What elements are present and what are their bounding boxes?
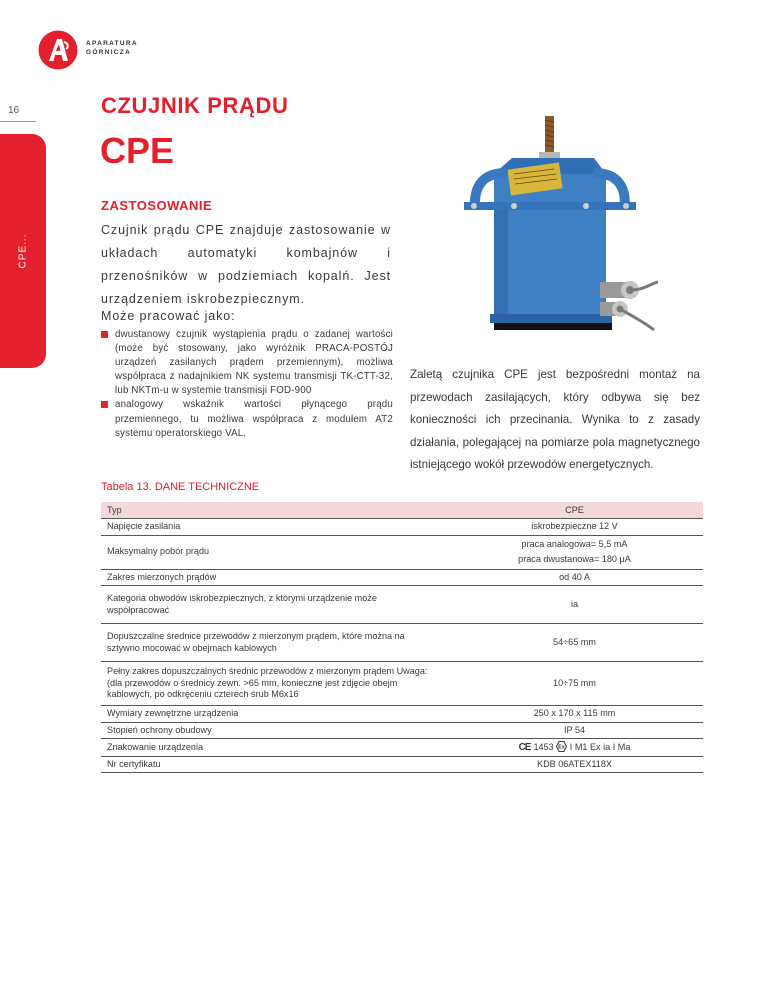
table-row	[101, 662, 703, 706]
red-square-bullet-icon	[101, 401, 108, 408]
value-cell: od 40 A	[446, 569, 703, 586]
value-cell: IP 54	[446, 722, 703, 739]
brand-line-2: GÓRNICZA	[86, 49, 132, 56]
param-cell: Stopień ochrony obudowy	[101, 722, 446, 739]
table-caption: Tabela 13. DANE TECHNICZNE	[101, 481, 260, 493]
list-item-text: dwustanowy czujnik wystąpienia prądu o zadanej wartości (może być stosowany, jako wyróżnik PRACA-POSTÓJ urządzeń zasilanych prądem przemiennym), możliwa współpraca z nadajnikiem NK systemu transmisji TK-CTT-32, lub NKTm-u w systemie transmisji FOD-900	[115, 329, 393, 397]
column-header-param: Typ	[101, 502, 446, 519]
value-cell: iskrobezpieczne 12 V	[446, 519, 703, 536]
product-type-title: CZUJNIK PRĄDU	[101, 93, 289, 118]
param-cell: Nr certyfikatu	[101, 756, 446, 773]
table-row	[101, 569, 703, 586]
spec-table	[101, 502, 703, 773]
param-cell: Napięcie zasilania	[101, 519, 446, 536]
param-cell: Wymiary zewnętrzne urządzenia	[101, 706, 446, 723]
product-photo	[454, 116, 658, 348]
value-cell: 10÷75 mm	[446, 662, 703, 706]
param-cell: Kategoria obwodów iskrobezpiecznych, z którymi urządzenie może współpracować	[101, 586, 446, 624]
side-tab-label: CPE...	[17, 233, 29, 269]
value-cell	[446, 535, 703, 569]
ce-mark-icon: CE	[518, 742, 531, 753]
table-row	[101, 519, 703, 536]
param-cell: Pełny zakres dopuszczalnych średnic przewodów z mierzonym prądem Uwaga: (dla przewodów o średnicy zewn. >65 mm, konieczne jest zdjęcie obejm kablowych, po odkręceniu czterech śrub M6x16	[101, 662, 446, 706]
page-number: 16	[8, 105, 20, 116]
ex-hexagon-icon	[556, 741, 567, 752]
table-row	[101, 739, 703, 757]
value-cell: 54÷65 mm	[446, 624, 703, 662]
value-cell: KDB 06ATEX118X	[446, 756, 703, 773]
column-header-value: CPE	[446, 502, 703, 519]
intro-paragraph: Czujnik prądu CPE znajduje zastosowanie w układach automatyki kombajnów i przenośników w podziemiach kopalń. Jest urządzeniem iskrobezpiecznym.	[101, 223, 391, 306]
brand-line-1: APARATURA	[86, 40, 138, 47]
advantage-paragraph: Zaletą czujnika CPE jest bezpośredni montaż na przewodach zasilających, który odbywa się bez konieczności ich przecinania. Wynika to z zasady działania, polegającej na pomiarze pola magnetycznego istniejącego wokół przewodów energetycznych.	[410, 368, 700, 471]
table-header-row	[101, 502, 703, 519]
mode-list	[101, 328, 393, 441]
table-row	[101, 756, 703, 773]
param-cell: Znakowanie urządzenia	[101, 739, 446, 757]
table-row	[101, 722, 703, 739]
value-cell: ia	[446, 586, 703, 624]
table-row	[101, 624, 703, 662]
ex-marking: I M1 Ex ia I Ma	[569, 742, 631, 752]
brand-name	[86, 39, 138, 57]
param-cell: Zakres mierzonych prądów	[101, 569, 446, 586]
apa-logo-icon	[38, 30, 78, 70]
table-row	[101, 706, 703, 723]
table-row	[101, 535, 703, 569]
list-item	[101, 328, 393, 398]
param-cell: Dopuszczalne średnice przewodów z mierzonym prądem, które można na sztywno mocować w obejmach kablowych	[101, 624, 446, 662]
product-name-title: CPE	[100, 130, 175, 171]
list-item-text: analogowy wskaźnik wartości płynącego prądu przemiennego, tu możliwa współpraca z modułem AT2 systemu operatorskiego VAL.	[115, 399, 393, 439]
can-work-as-label: Może pracować jako:	[101, 309, 236, 323]
value-line-2: praca dwustanowa= 180 μA	[518, 554, 631, 564]
side-tab-label-wrap	[0, 134, 46, 368]
section-title: ZASTOSOWANIE	[101, 198, 213, 213]
value-line-1: praca analogowa= 5,5 mA	[521, 538, 628, 549]
red-square-bullet-icon	[101, 331, 108, 338]
svg-text:Ex: Ex	[558, 744, 566, 751]
table-row	[101, 586, 703, 624]
value-cell: 250 x 170 x 115 mm	[446, 706, 703, 723]
param-cell: Maksymalny pobór prądu	[101, 535, 446, 569]
notified-body-number: 1453	[533, 742, 554, 752]
value-cell	[446, 739, 703, 757]
page-number-rule	[0, 121, 36, 122]
list-item	[101, 398, 393, 440]
